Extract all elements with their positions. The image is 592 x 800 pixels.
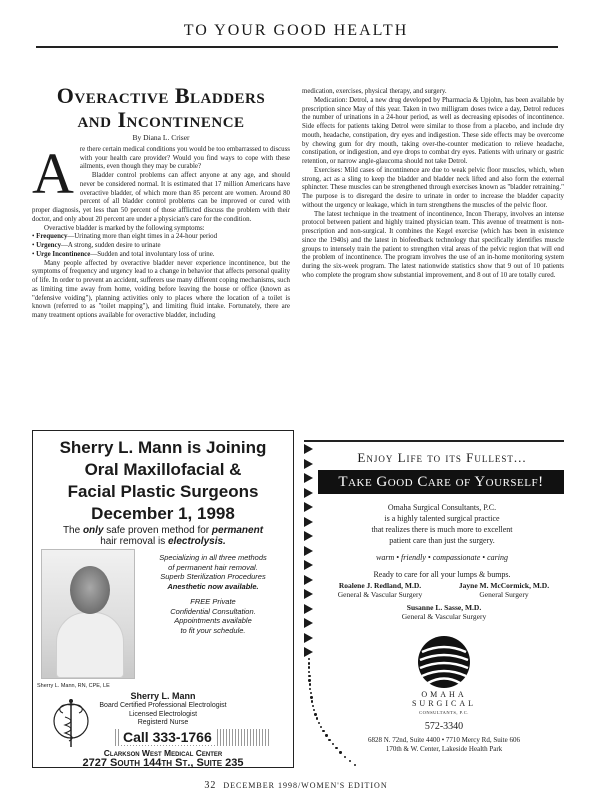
tagline-text: The [62,525,83,536]
arrow-icon [304,546,313,556]
article-title-line-1: Overactive Bladders [56,83,266,108]
clinic-address: 2727 South 144th St., Suite 235 [82,757,244,769]
ad-tagline [33,525,293,547]
section-header [0,22,592,40]
border-dot [311,700,313,702]
symptom-desc: —A strong, sudden desire to urinate [61,242,161,249]
article-paragraph: Exercises: Mild cases of incontinence are due to weak pelvic floor muscles, which, when strong, act as a sling to keep the bladder and bladder neck lifted and also form the external sphincter. These muscles can be strengthened through exercises known as "bladder retraining." The purpose is to disregard the desire to urinate in order to increase the bladder capacity without the urgency or leakage, which in turn strengthens the muscles of the pelvic floor. [302,166,564,209]
drop-cap: A [32,140,74,206]
caduceus-icon [51,693,91,751]
practice-phone[interactable]: 572-3340 [424,721,464,732]
arrow-icon [304,531,313,541]
symptom-item: • Urgency—A strong, sudden desire to urinate [32,242,161,249]
clinic-location [33,748,293,768]
border-dot [314,713,316,715]
article-paragraph: Medication: Detrol, a new drug developed by Pharmacia & Upjohn, has been available by prescription since May of this year. Taken in two milligram doses twice a day, Detrol reduces the number of urinations in a 24-hour period, as well as decreasing episodes of incontinence. Side effects for patients taking Detrol were similar to those from a placebo, and include dry mouth, headache, constipation, dry eyes and indigestion. These side effects may be overcome by chewing gum for dry mouth, taking over-the-counter medication to relieve headache, constipation, or indigestion, and eye drops to combat dry eyes. Patients with urinary or gastric retention, or narrow angle-glaucoma should not take Detrol. [302,96,564,165]
physician-1 [324,582,436,599]
border-dot [354,764,356,766]
article-right-column [302,88,564,281]
border-dot [308,658,310,660]
border-dot [310,692,312,694]
symptom-term: Urge Incontinence [36,250,91,258]
service-line: Appointments available [174,616,252,625]
service-line: Confidential Consultation. [170,606,256,616]
ad-slogan: Enjoy Life to its Fullest... [357,450,527,465]
border-dot [309,683,311,685]
physician-specialty: General & Vascular Surgery [337,589,423,599]
logo-line: OMAHA [421,690,467,699]
arrow-icon [304,444,313,454]
physician-3 [384,604,504,621]
ad-headline-line: Oral Maxillofacial & [84,460,242,479]
photo-caption: Sherry L. Mann, RN, CPE, LE [37,683,110,689]
tagline-emphasis: only [82,525,104,536]
border-dot [349,760,351,762]
border-dot [320,726,322,728]
omaha-surgical-logo-icon [416,634,472,690]
article-paragraph: Bladder control problems can affect anyone at any age, and should never be considered normal. It is estimated that 17 million Americans have overactive bladder, of which more than 85 percent are women. Around 80 percent of all bladder control problems can be improved or cured with proper diagnosis, yet less than 50 percent of those afflicted discuss the problem with their doctor, and only about 20 percent are under a physician's care for the condition. [32,172,290,223]
physician-name: Roalene J. Redland, M.D. [338,581,422,590]
service-line: FREE Private [190,597,236,606]
service-line: Anesthetic now available. [167,581,259,591]
arrow-icon [304,575,313,585]
address-line: 170th & W. Center, Lakeside Health Park [385,744,503,753]
body-line: patient care than just the surgery. [389,536,495,545]
body-line: is a highly talented surgical practice [384,514,500,523]
body-line: Ready to care for all your lumps & bumps. [373,570,511,579]
credential-line: Board Certified Professional Electrologist [99,702,227,709]
border-dot [312,705,314,707]
service-line: to fit your schedule. [180,625,246,635]
body-line: that realizes there is much more to excellent [371,525,513,534]
arrow-icon [304,517,313,527]
article-paragraph: The latest technique in the treatment of incontinence, Incon Therapy, involves an intense protocol between patient and highly trained physician team. This avenue of treatment is non-prescription and non-surgical. It combines the Kegel exercise (which has been in existence since the 1940s) and the latest in biofeedback technology that specifically identifies muscle groups to intensely train the patient to strengthen vital areas of the pelvic region that will end the problem of incontinence. The program involves the use of an in-home monitoring system during the six-week program. The latest nationwide statistics show that 9 out of 10 patients who complete the program show substantial improvement, and 8 out of 10 are totally cured. [302,210,564,279]
arrow-icon [304,560,313,570]
ad-banner: Take Good Care of Yourself! [318,470,564,494]
arrow-icon [304,502,313,512]
credential-line: Licensed Electrologist [128,710,198,718]
border-dot [318,722,320,724]
article-left-column [32,84,290,321]
portrait-body [56,612,124,678]
ad-body [324,502,560,580]
practice-addresses [324,736,564,753]
physician-specialty: General Surgery [479,589,529,599]
arrow-icon [304,488,313,498]
intro-text: re there certain medical conditions you would be too embarrassed to discuss with your health care provider? Would you find ways to cope with these ailments, even though they may be curable? [79,145,290,171]
ad-headline-line: Sherry L. Mann is Joining [59,438,267,457]
portrait-head [70,566,110,614]
article-paragraph: medication, exercises, physical therapy, and surgery. [302,88,447,95]
border-dot [309,688,311,690]
section-title: TO YOUR GOOD HEALTH [183,22,409,39]
article-byline: By Diana L. Criser [132,133,190,142]
arrow-icon [304,633,313,643]
surgical-ad [304,440,564,772]
ad-headline [33,437,293,525]
arrow-border [304,444,318,662]
body-line: Omaha Surgical Consultants, P.C. [387,503,497,512]
portrait-photo [41,549,135,679]
arrow-icon [304,618,313,628]
service-line: of permanent hair removal. [168,562,258,572]
article-title [32,84,290,132]
electrolysis-ad [32,430,294,768]
symptom-item: • Frequency—Urinating more than eight times in a 24-hour period [32,233,218,241]
ad-services [137,553,289,635]
tagline-text: hair removal is [100,536,168,547]
call-phone[interactable] [115,729,271,746]
border-dot [316,717,318,719]
border-dot [313,709,315,711]
border-dot [308,671,310,673]
page-number: 32 [204,780,217,791]
ad-headline-line: Facial Plastic Surgeons [67,482,259,501]
issue-name: DECEMBER 1998/WOMEN'S EDITION [223,781,388,790]
symptom-term: Frequency [36,233,68,241]
border-dot [308,679,310,681]
address-line: 6828 N. 72nd, Suite 4400 • 7710 Mercy Rd, Suite 606 [368,736,520,744]
article-title-line-2: and Incontinence [77,107,245,132]
border-dot [344,756,346,758]
border-dot [310,696,312,698]
symptom-item: • Urge Incontinence—Sudden and total involuntary loss of urine. [32,250,215,258]
symptom-term: Urgency [36,242,62,249]
border-dot [308,662,310,664]
border-dot [308,666,310,668]
page-footer [0,780,592,791]
arrow-icon [304,459,313,469]
ad-headline-line: December 1, 1998 [91,504,235,523]
call-phone-text: Call 333-1766 [119,729,216,745]
physician-name: Jayne M. McCormick, M.D. [458,581,550,590]
practitioner-name: Sherry L. Mann [130,691,196,701]
article-paragraph: Many people affected by overactive bladder never experience incontinence, but the symptoms of frequency and urgency lead to a change in behavior that affects personal quality of life. In order to prevent an accident, sufferers use many different coping mechanisms, such as limiting time away from home, voiding before leaving the house or office (known as "defensive voiding"), planning activities only to places where the location of a toilet is known (referred to as "toilet mapping"), and limiting fluid intake. Fortunately, there are many treatment options available for overactive bladder, including [32,259,290,319]
tagline-text: safe proven method for [103,525,212,536]
logo-wordmark [384,690,504,717]
tagline-emphasis: permanent [211,525,264,536]
practice-values: warm • friendly • compassionate • caring [376,553,508,562]
tagline-emphasis: electrolysis. [168,536,226,547]
service-line: Specializing in all three methods [159,553,267,562]
credential-line: Registerd Nurse [137,719,189,726]
arrow-icon [304,589,313,599]
symptom-desc: —Urinating more than eight times in a 24-hour period [67,233,218,241]
border-dot [308,675,310,677]
physician-name: Susanne L. Sasse, M.D. [406,603,482,612]
arrow-icon [304,604,313,614]
arrow-icon [304,647,313,657]
arrow-icon [304,473,313,483]
ad-top-rule [304,440,564,442]
header-rule [36,46,558,48]
symptom-desc: —Sudden and total involuntary loss of urine. [90,250,215,258]
article-paragraph: Overactive bladder is marked by the following symptoms: [44,224,205,232]
logo-line: SURGICAL [411,699,476,708]
service-line: Superb Sterilization Procedures [160,572,266,581]
clinic-name: Clarkson West Medical Center [103,748,223,758]
physician-specialty: General & Vascular Surgery [401,611,487,621]
physician-2 [446,582,562,599]
logo-line: CONSULTANTS, P.C. [419,710,469,715]
